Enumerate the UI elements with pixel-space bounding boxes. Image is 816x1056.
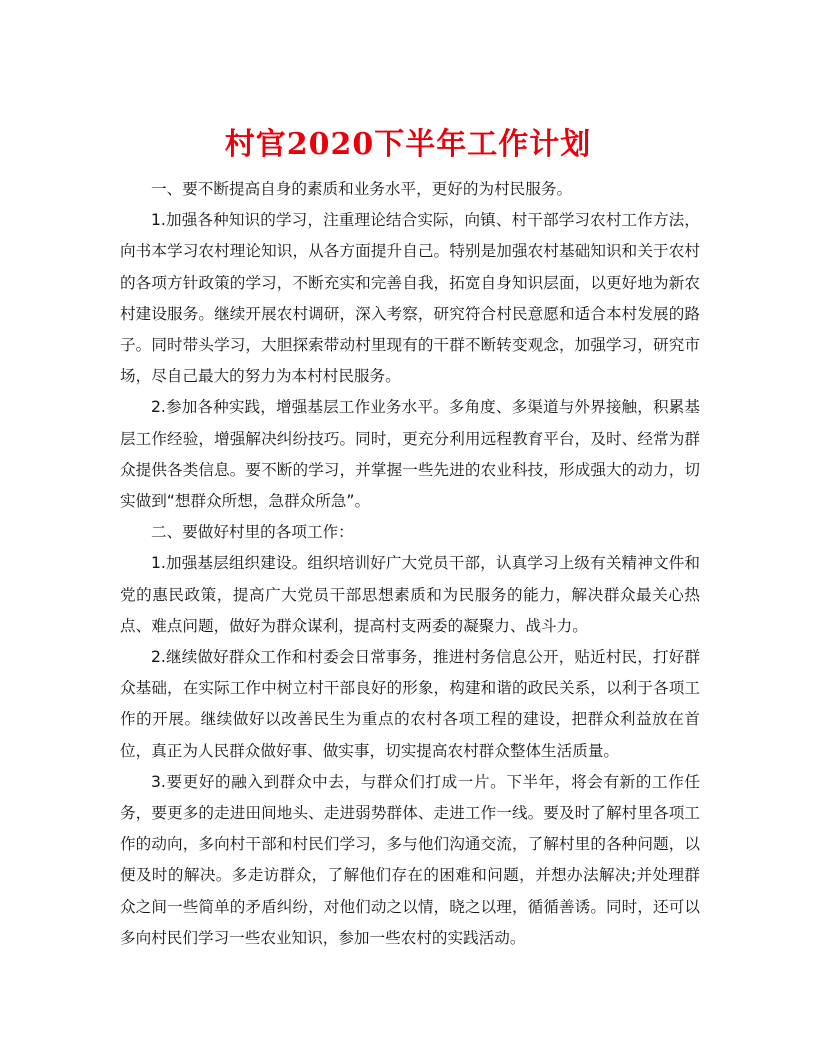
body-paragraph: 2.参加各种实践，增强基层工作业务水平。多角度、多渠道与外界接触，积累基层工作经验，增强解决纠纷技巧。同时，更充分利用远程教育平台，及时、经常为群众提供各类信息。要不断的学习，并掌握一些先进的农业科技，形成强大的动力，切实做到“想群众所想，急群众所急”。 xyxy=(120,398,700,511)
section-heading-1: 一、要不断提高自身的素质和业务水平，更好的为村民服务。 xyxy=(151,180,573,198)
section-heading-2: 二、要做好村里的各项工作： xyxy=(151,523,354,542)
body-paragraph: 2.继续做好群众工作和村委会日常事务，推进村务信息公开，贴近村民，打好群众基础，在实际工作中树立村干部良好的形象，构建和谐的政民关系，以利于各项工作的开展。继续做好以改善民生为重点的农村各项工程的建设，把群众利益放在首位，真正为人民群众做好事、做实事，切实提高农村群众整体生活质量。 xyxy=(120,648,700,760)
body-paragraph: 1.加强各种知识的学习，注重理论结合实际，向镇、村干部学习农村工作方法，向书本学习农村理论知识，从各方面提升自己。特别是加强农村基础知识和关于农村的各项方针政策的学习，不断充实和完善自我，拓宽自身知识层面，以更好地为新农村建设服务。继续开展农村调研，深入考察，研究符合村民意愿和适合本村发展的路子。同时带头学习，大胆探索带动村里现有的干群不断转变观念，加强学习，研究市场，尽自己最大的努力为本村村民服务。 xyxy=(120,211,700,386)
body-paragraph: 3.要更好的融入到群众中去，与群众们打成一片。下半年，将会有新的工作任务，要更多的走进田间地头、走进弱势群体、走进工作一线。要及时了解村里各项工作的动向，多向村干部和村民们学习，多与他们沟通交流，了解村里的各种问题，以便及时的解决。多走访群众，了解他们存在的困难和问题，并想办法解决;并处理群众之间一些简单的矛盾纠纷，对他们动之以情，晓之以理，循循善诱。同时，还可以多向村民们学习一些农业知识，参加一些农村的实践活动。 xyxy=(120,772,700,947)
body-paragraph: 1.加强基层组织建设。组织培训好广大党员干部，认真学习上级有关精神文件和党的惠民政策，提高广大党员干部思想素质和为民服务的能力，解决群众最关心热点、难点问题，做好为群众谋利，提高村支两委的凝聚力、战斗力。 xyxy=(120,554,700,635)
document-title: 村官2020下半年工作计划 xyxy=(224,127,592,163)
document-body xyxy=(120,174,700,954)
